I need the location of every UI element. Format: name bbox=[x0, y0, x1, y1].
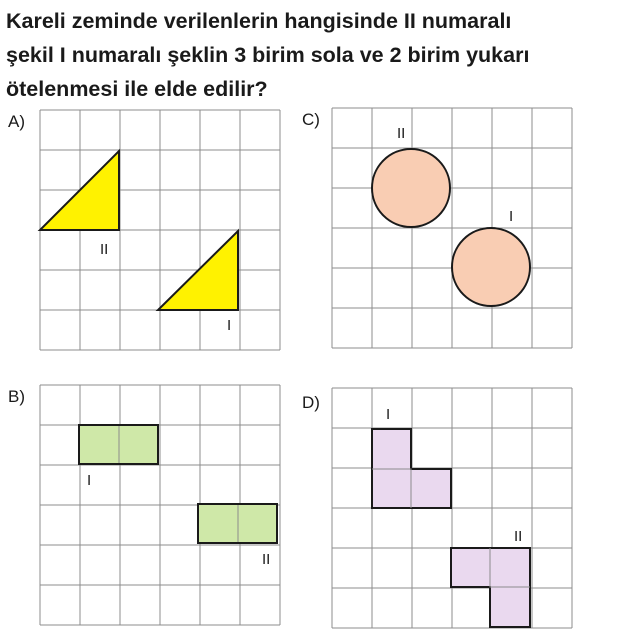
question-line-2: şekil I numaralı şeklin 3 birim sola ve 2 birim yukarı bbox=[6, 43, 530, 67]
option-d-label-i: I bbox=[386, 406, 391, 423]
option-c-label-i: I bbox=[509, 208, 514, 225]
question-line-3: ötelenmesi ile elde edilir? bbox=[6, 77, 268, 101]
option-b-label[interactable]: B) bbox=[8, 387, 25, 406]
option-c-label[interactable]: C) bbox=[302, 110, 320, 129]
option-a-label-i: I bbox=[227, 317, 232, 334]
option-a-label-ii: II bbox=[100, 241, 109, 258]
option-c-label-ii: II bbox=[397, 125, 406, 142]
option-b-label-ii: II bbox=[262, 551, 271, 568]
option-a-label[interactable]: A) bbox=[8, 112, 25, 131]
question-line-1: Kareli zeminde verilenlerin hangisinde II numaralı bbox=[6, 9, 512, 33]
option-d-label-ii: II bbox=[514, 528, 523, 545]
option-d-label[interactable]: D) bbox=[302, 393, 320, 412]
option-b-label-i: I bbox=[87, 472, 92, 489]
